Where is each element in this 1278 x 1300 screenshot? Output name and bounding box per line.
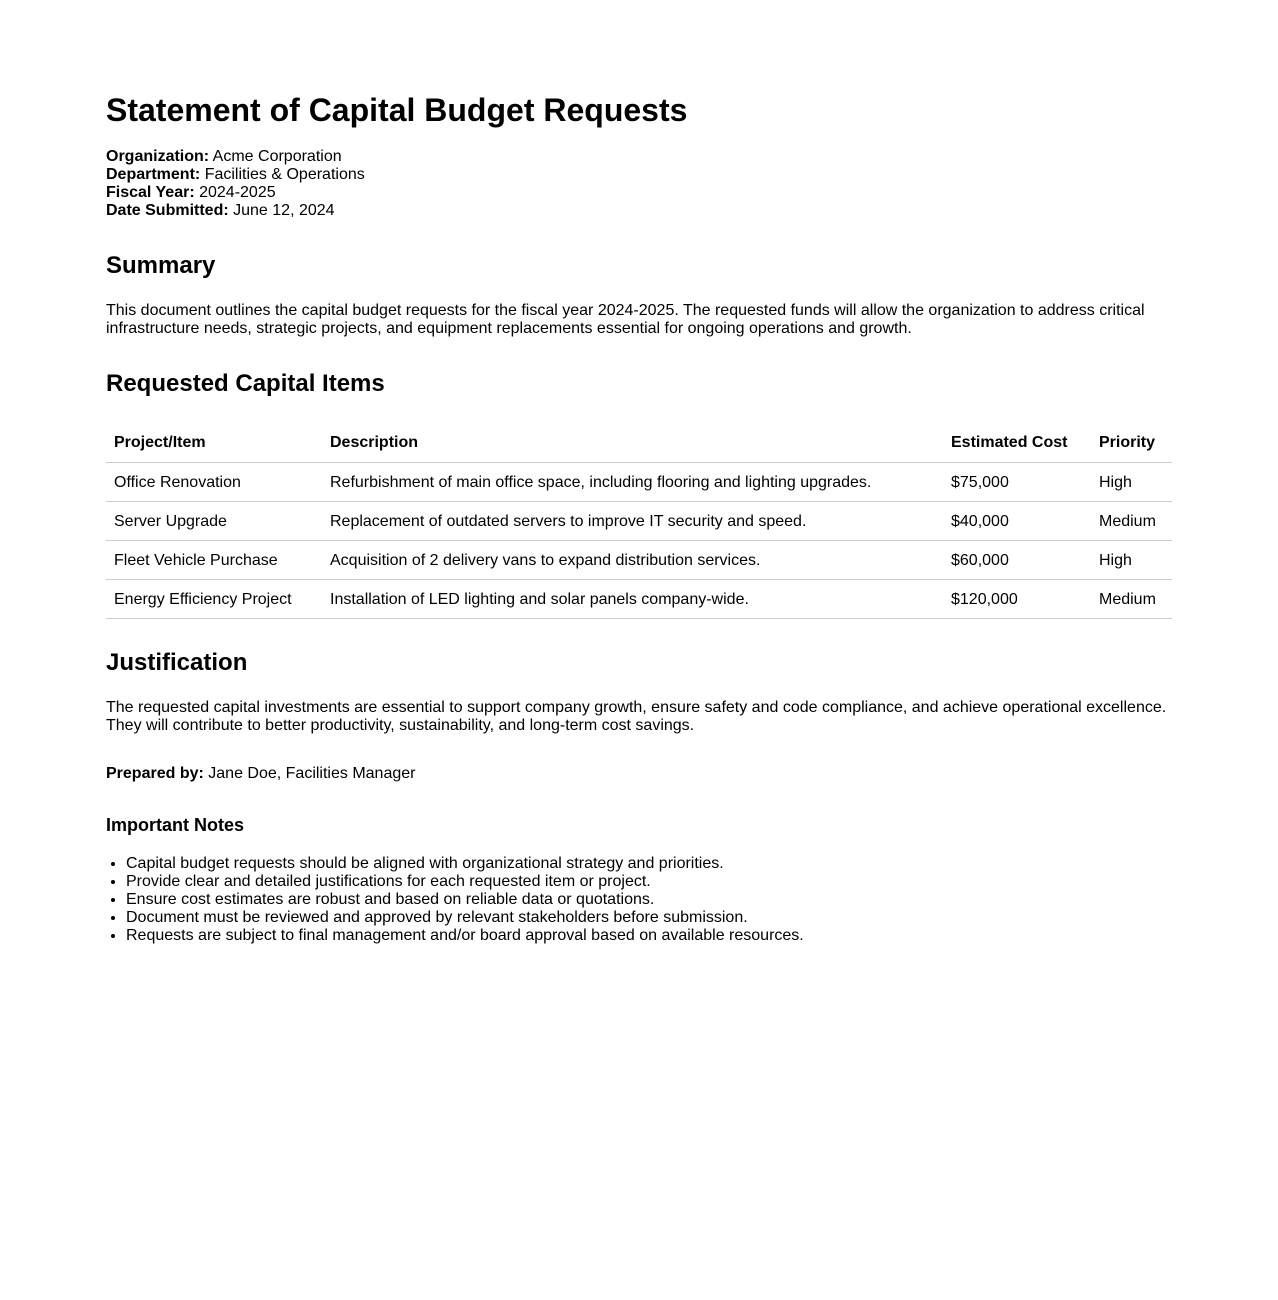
list-item: • Provide clear and detailed justifications for each requested item or project. (126, 873, 1172, 891)
justification-heading: Justification (106, 649, 248, 676)
meta-block (106, 148, 1172, 220)
cell-project: Energy Efficiency Project (106, 580, 322, 619)
notes-list (106, 855, 1172, 945)
cell-project: Fleet Vehicle Purchase (106, 541, 322, 580)
column-header-priority: Priority (1091, 424, 1172, 463)
cell-cost: $40,000 (943, 502, 1091, 541)
meta-fiscal-year-label: Fiscal Year: (106, 184, 195, 201)
meta-date-submitted (106, 202, 1172, 220)
meta-organization-label: Organization: (106, 148, 210, 165)
important-notes-heading: Important Notes (106, 815, 245, 835)
prepared-by-label: Prepared by: (106, 765, 204, 782)
summary-heading: Summary (106, 252, 216, 279)
column-header-project: Project/Item (106, 424, 322, 463)
meta-organization (106, 148, 1172, 166)
column-header-cost: Estimated Cost (943, 424, 1091, 463)
requested-items-heading: Requested Capital Items (106, 370, 385, 397)
prepared-by (106, 765, 1172, 783)
capital-items-table (106, 424, 1172, 619)
list-item: • Ensure cost estimates are robust and based on reliable data or quotations. (126, 891, 1172, 909)
cell-description: Acquisition of 2 delivery vans to expand distribution services. (322, 541, 943, 580)
meta-date-label: Date Submitted: (106, 202, 229, 219)
table-header-row (106, 424, 1172, 463)
meta-department (106, 166, 1172, 184)
cell-cost: $75,000 (943, 463, 1091, 502)
summary-text: This document outlines the capital budget requests for the fiscal year 2024-2025. The requested funds will allow the organization to address critical infrastructure needs, strategic projects, and equipment replacements essential for ongoing operations and growth. (106, 302, 1145, 337)
list-item: • Document must be reviewed and approved by relevant stakeholders before submission. (126, 909, 1172, 927)
meta-organization-value: Acme Corporation (212, 148, 342, 165)
cell-project: Office Renovation (106, 463, 322, 502)
meta-department-label: Department: (106, 166, 201, 183)
meta-department-value: Facilities & Operations (204, 166, 365, 183)
justification-text: The requested capital investments are essential to support company growth, ensure safety and code compliance, and achieve operational excellence. They will contribute to better productivity, sustainability, and long-term cost savings. (106, 699, 1167, 734)
cell-priority: High (1091, 463, 1172, 502)
table-row (106, 463, 1172, 502)
column-header-description: Description (322, 424, 943, 463)
cell-project: Server Upgrade (106, 502, 322, 541)
table-row (106, 541, 1172, 580)
cell-priority: Medium (1091, 502, 1172, 541)
prepared-by-value: Jane Doe, Facilities Manager (208, 765, 416, 782)
list-item: • Requests are subject to final management and/or board approval based on available resources. (126, 927, 1172, 945)
table-row (106, 580, 1172, 619)
cell-priority: High (1091, 541, 1172, 580)
page-title: Statement of Capital Budget Requests (106, 92, 688, 128)
cell-description: Installation of LED lighting and solar panels company-wide. (322, 580, 943, 619)
cell-cost: $60,000 (943, 541, 1091, 580)
cell-cost: $120,000 (943, 580, 1091, 619)
meta-fiscal-year-value: 2024-2025 (199, 184, 276, 201)
cell-description: Replacement of outdated servers to improve IT security and speed. (322, 502, 943, 541)
meta-fiscal-year (106, 184, 1172, 202)
table-row (106, 502, 1172, 541)
list-item: • Capital budget requests should be aligned with organizational strategy and priorities. (126, 855, 1172, 873)
cell-description: Refurbishment of main office space, including flooring and lighting upgrades. (322, 463, 943, 502)
cell-priority: Medium (1091, 580, 1172, 619)
meta-date-value: June 12, 2024 (233, 202, 335, 219)
